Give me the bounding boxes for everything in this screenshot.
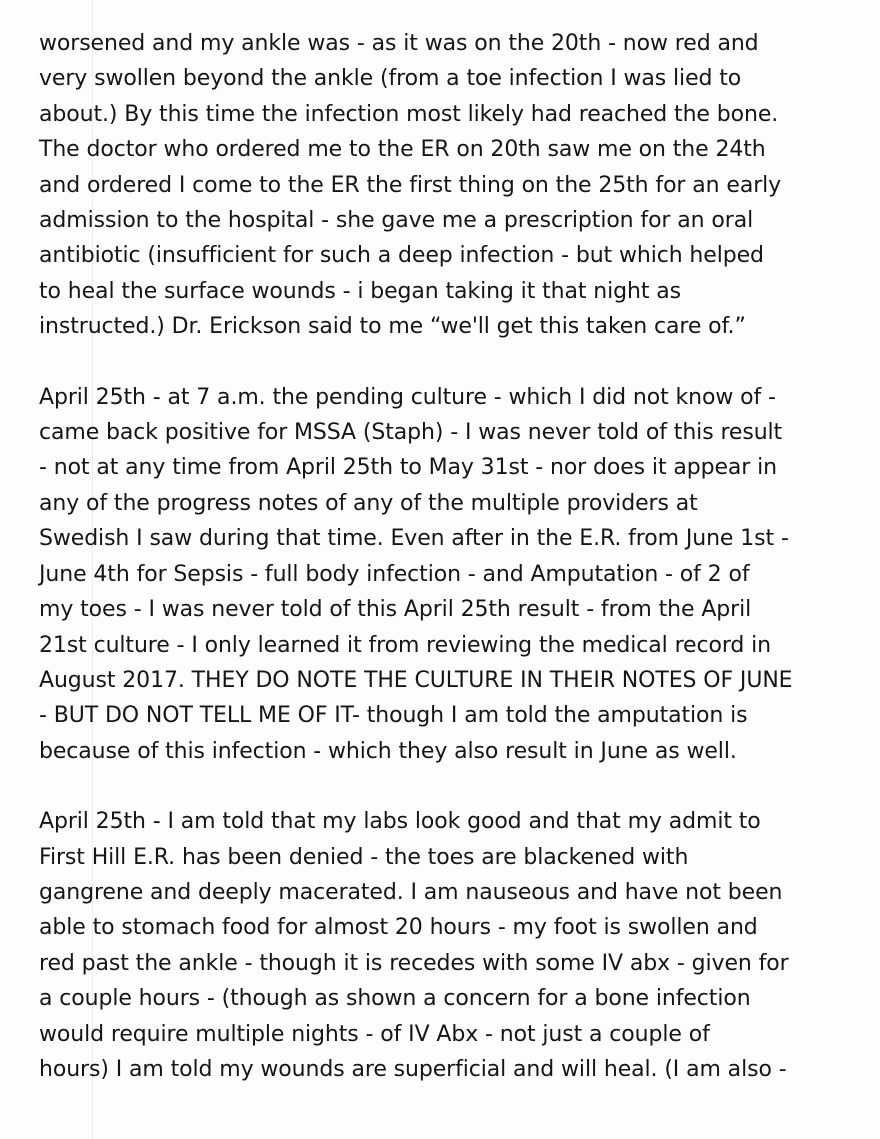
- paragraph-1: [39, 26, 859, 345]
- text-line: 21st culture - I only learned it from reviewing the medical record in: [39, 632, 771, 658]
- paragraph-3: [39, 804, 859, 1087]
- text-line: would require multiple nights - of IV Abx - not just a couple of: [39, 1021, 710, 1047]
- text-line: April 25th - I am told that my labs look good and that my admit to: [39, 809, 761, 835]
- text-line: about.) By this time the infection most likely had reached the bone.: [39, 101, 779, 127]
- text-line: to heal the surface wounds - i began taking it that night as: [39, 278, 682, 304]
- text-line: Swedish I saw during that time. Even after in the E.R. from June 1st -: [39, 526, 789, 552]
- text-line: - not at any time from April 25th to May 31st - nor does it appear in: [39, 455, 777, 481]
- text-line: antibiotic (insufficient for such a deep infection - but which helped: [39, 243, 764, 269]
- text-line: able to stomach food for almost 20 hours - my foot is swollen and: [39, 915, 758, 941]
- text-line: worsened and my ankle was - as it was on the 20th - now red and: [39, 31, 759, 56]
- document-body: [39, 26, 859, 1087]
- text-line: August 2017. THEY DO NOTE THE CULTURE IN THEIR NOTES OF JUNE: [39, 667, 793, 693]
- text-line: April 25th - at 7 a.m. the pending culture - which I did not know of -: [39, 384, 776, 410]
- text-line: hours) I am told my wounds are superficial and will heal. (I am also -: [39, 1056, 787, 1082]
- text-line: gangrene and deeply macerated. I am nauseous and have not been: [39, 879, 783, 905]
- text-line: and ordered I come to the ER the first thing on the 25th for an early: [39, 172, 782, 198]
- text-line: my toes - I was never told of this April 25th result - from the April: [39, 597, 752, 623]
- text-line: a couple hours - (though as shown a concern for a bone infection: [39, 986, 751, 1012]
- text-line: admission to the hospital - she gave me a prescription for an oral: [39, 208, 754, 234]
- paragraph-2: [39, 380, 859, 769]
- text-line: very swollen beyond the ankle (from a toe infection I was lied to: [39, 66, 742, 92]
- text-line: June 4th for Sepsis - full body infection - and Amputation - of 2 of: [39, 561, 750, 587]
- text-line: instructed.) Dr. Erickson said to me “we'll get this taken care of.”: [39, 314, 746, 340]
- text-line: - BUT DO NOT TELL ME OF IT- though I am told the amputation is: [39, 703, 748, 729]
- text-line: The doctor who ordered me to the ER on 20th saw me on the 24th: [39, 137, 766, 163]
- text-line: First Hill E.R. has been denied - the toes are blackened with: [39, 844, 689, 870]
- text-line: red past the ankle - though it is recedes with some IV abx - given for: [39, 950, 789, 976]
- text-line: because of this infection - which they also result in June as well.: [39, 738, 737, 764]
- text-line: any of the progress notes of any of the multiple providers at: [39, 490, 698, 516]
- text-line: came back positive for MSSA (Staph) - I was never told of this result: [39, 420, 783, 446]
